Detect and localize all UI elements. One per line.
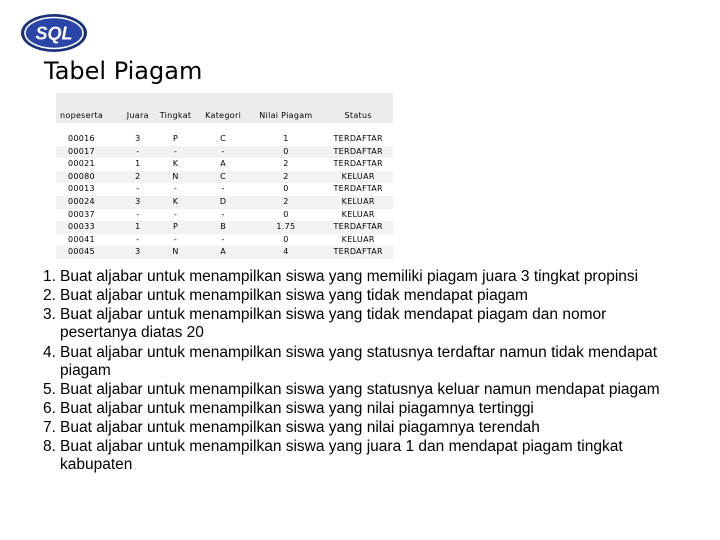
table-cell: 1 bbox=[135, 159, 141, 169]
task-item bbox=[36, 400, 686, 418]
table-cell: 2 bbox=[122, 171, 153, 184]
table-row bbox=[56, 246, 393, 259]
table-cell: 2 bbox=[283, 159, 289, 169]
page-title: Tabel Piagam bbox=[44, 57, 203, 85]
column-header: Juara bbox=[122, 93, 153, 123]
table-cell: C bbox=[198, 171, 249, 184]
table-cell: TERDAFTAR bbox=[333, 159, 383, 169]
table-cell: - bbox=[221, 184, 225, 194]
task-number: 6. bbox=[43, 399, 56, 417]
table-cell: - bbox=[173, 209, 178, 219]
table-cell: - bbox=[221, 234, 225, 244]
table-cell: 0 bbox=[283, 234, 289, 244]
table-cell: - bbox=[221, 209, 225, 219]
table-cell: 00033 bbox=[56, 221, 122, 234]
task-text: Buat aljabar untuk menampilkan siswa yang tidak mendapat piagam dan nomor pesertanya diatas 20 bbox=[60, 306, 607, 342]
table-cell: 2 bbox=[248, 171, 323, 184]
table-cell: - bbox=[198, 146, 249, 159]
table-cell: 00016 bbox=[68, 134, 95, 143]
task-item bbox=[36, 419, 686, 437]
table-cell: 00045 bbox=[56, 246, 122, 259]
table-cell: A bbox=[198, 246, 249, 259]
task-item bbox=[36, 287, 686, 305]
table-cell: K bbox=[153, 196, 198, 209]
table-cell: - bbox=[122, 146, 153, 159]
table-cell: 00013 bbox=[68, 184, 95, 194]
column-header: Status bbox=[323, 93, 393, 123]
table-row bbox=[56, 209, 393, 222]
table-cell: 1 bbox=[283, 134, 289, 143]
table-cell: 00017 bbox=[56, 146, 122, 159]
table-cell: 3 bbox=[122, 196, 153, 209]
table-cell: - bbox=[173, 184, 178, 194]
table-cell: A bbox=[220, 159, 227, 169]
table-cell: - bbox=[173, 234, 178, 244]
piagam-table bbox=[56, 93, 393, 259]
table-spacer bbox=[56, 123, 393, 133]
task-item bbox=[36, 438, 686, 474]
table-cell: D bbox=[198, 196, 249, 209]
table-cell: KELUAR bbox=[323, 171, 393, 184]
column-header: Nilai Piagam bbox=[248, 93, 323, 123]
table-cell: 00024 bbox=[56, 196, 122, 209]
table-cell: - bbox=[136, 209, 140, 219]
sql-logo bbox=[20, 13, 88, 53]
table-cell: B bbox=[198, 221, 249, 234]
column-header: Tingkat bbox=[153, 93, 198, 123]
table-cell: K bbox=[172, 159, 179, 169]
task-number: 7. bbox=[43, 419, 56, 437]
table-cell: 00041 bbox=[68, 234, 95, 244]
table-cell: - bbox=[153, 146, 198, 159]
table-cell: 3 bbox=[135, 134, 141, 143]
table-cell: 2 bbox=[248, 196, 323, 209]
table-cell: P bbox=[172, 134, 179, 143]
task-item bbox=[36, 268, 686, 286]
task-number: 1. bbox=[43, 268, 56, 285]
table-cell: TERDAFTAR bbox=[333, 134, 383, 143]
task-text: Buat aljabar untuk menampilkan siswa yang juara 1 dan mendapat piagam tingkat kabupaten bbox=[60, 438, 623, 474]
table-cell: N bbox=[153, 246, 198, 259]
task-item bbox=[36, 344, 686, 380]
task-item bbox=[36, 381, 686, 399]
table-cell: TERDAFTAR bbox=[323, 146, 393, 159]
table-row bbox=[56, 234, 393, 247]
table-cell: KELUAR bbox=[323, 196, 393, 209]
table-cell: TERDAFTAR bbox=[323, 246, 393, 259]
table-cell: P bbox=[153, 221, 198, 234]
task-number: 2. bbox=[43, 287, 56, 305]
table-cell: 00037 bbox=[68, 209, 95, 219]
table-body bbox=[56, 123, 393, 259]
table-row bbox=[56, 146, 393, 159]
table-row bbox=[56, 133, 393, 146]
table-cell: 1.75 bbox=[248, 221, 323, 234]
table-cell: KELUAR bbox=[341, 234, 375, 244]
task-text: Buat aljabar untuk menampilkan siswa yang nilai piagamnya tertinggi bbox=[60, 399, 534, 417]
task-number: 8. bbox=[43, 438, 56, 456]
table-header-row bbox=[56, 93, 393, 123]
task-item bbox=[36, 306, 686, 342]
table-cell: - bbox=[136, 234, 140, 244]
table-cell: N bbox=[153, 171, 198, 184]
table-cell: 4 bbox=[248, 246, 323, 259]
task-text: Buat aljabar untuk menampilkan siswa yang tidak mendapat piagam bbox=[60, 287, 528, 305]
table-row bbox=[56, 221, 393, 234]
table-cell: 3 bbox=[122, 246, 153, 259]
table-row bbox=[56, 171, 393, 184]
table-row bbox=[56, 183, 393, 196]
task-text: Buat aljabar untuk menampilkan siswa yang nilai piagamnya terendah bbox=[60, 419, 540, 437]
table-cell: KELUAR bbox=[341, 209, 375, 219]
task-text: Buat aljabar untuk menampilkan siswa yang statusnya terdaftar namun tidak mendapat piagam bbox=[60, 343, 658, 379]
table-cell: 0 bbox=[248, 146, 323, 159]
logo-text: SQL bbox=[35, 23, 73, 44]
column-header: Kategori bbox=[198, 93, 249, 123]
table-cell: 0 bbox=[283, 184, 289, 194]
table-cell: - bbox=[136, 184, 140, 194]
task-text: Buat aljabar untuk menampilkan siswa yang statusnya keluar namun mendapat piagam bbox=[60, 380, 660, 398]
table-cell: 1 bbox=[122, 221, 153, 234]
task-number: 3. bbox=[43, 306, 56, 324]
table-cell: 00080 bbox=[56, 171, 122, 184]
table-cell: TERDAFTAR bbox=[333, 184, 383, 194]
task-text: Buat aljabar untuk menampilkan siswa yang memiliki piagam juara 3 tingkat propinsi bbox=[60, 268, 639, 285]
table-cell: C bbox=[220, 134, 227, 143]
table-cell: 0 bbox=[283, 209, 289, 219]
table-cell: TERDAFTAR bbox=[323, 221, 393, 234]
task-number: 4. bbox=[43, 343, 56, 361]
table-row bbox=[56, 196, 393, 209]
table-row bbox=[56, 158, 393, 171]
task-list bbox=[36, 268, 686, 476]
column-header: nopeserta bbox=[56, 93, 122, 123]
table-cell: 00021 bbox=[68, 159, 95, 169]
task-number: 5. bbox=[43, 380, 56, 398]
